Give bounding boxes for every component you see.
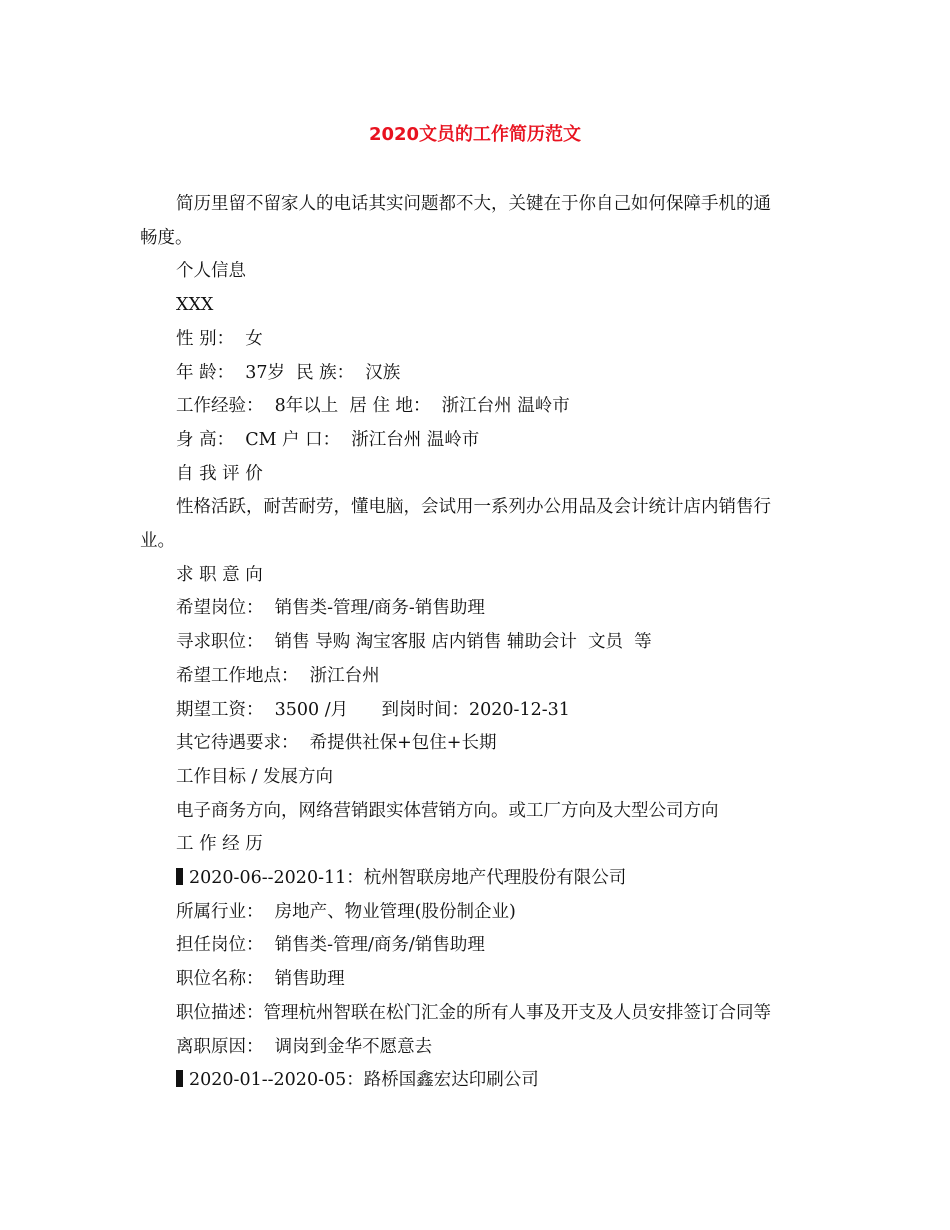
document-body	[140, 188, 820, 1098]
section-heading-personal-info: 个人信息	[176, 261, 246, 282]
self-evaluation-line: 性格活跃，耐苦耐劳，懂电脑，会试用一系列办公用品及会计统计店内销售行	[176, 497, 771, 518]
intro-paragraph-line: 简历里留不留家人的电话其实问题都不大，关键在于你自己如何保障手机的通	[176, 194, 771, 214]
section-heading-self-evaluation: 自 我 评 价	[176, 463, 263, 484]
age-ethnicity-line: 年 龄： 37岁 民 族： 汉族	[176, 362, 401, 383]
height-hukou-line: 身 高： CM 户 口： 浙江台州 温岭市	[176, 429, 480, 450]
job2-header-text: 2020-01--2020-05：路桥国鑫宏达印刷公司	[189, 1070, 539, 1091]
desired-position-line: 希望岗位： 销售类-管理/商务-销售助理	[176, 598, 485, 619]
section-heading-goals: 工作目标 / 发展方向	[176, 766, 334, 787]
sought-positions-line: 寻求职位： 销售 导购 淘宝客服 店内销售 辅助会计 文员 等	[176, 632, 652, 653]
job1-role-line: 担任岗位： 销售类-管理/商务/销售助理	[176, 935, 485, 956]
desired-location-line: 希望工作地点： 浙江台州	[176, 665, 380, 686]
bullet-bar-icon	[176, 1070, 183, 1087]
section-heading-job-intention: 求 职 意 向	[176, 564, 263, 585]
bullet-bar-icon	[176, 868, 183, 885]
name-line: XXX	[176, 295, 214, 316]
intro-paragraph-continuation: 畅度。	[140, 227, 193, 248]
job1-header-text: 2020-06--2020-11：杭州智联房地产代理股份有限公司	[189, 868, 627, 889]
experience-residence-line: 工作经验： 8年以上 居 住 地： 浙江台州 温岭市	[176, 396, 570, 417]
gender-line: 性 别： 女	[176, 328, 263, 349]
job1-title-line: 职位名称： 销售助理	[176, 969, 345, 990]
job2-header	[140, 1064, 820, 1098]
self-evaluation-continuation: 业。	[140, 531, 175, 552]
document-title: 2020文员的工作简历范文	[368, 124, 582, 145]
job1-leave-reason-line: 离职原因： 调岗到金华不愿意去	[176, 1036, 433, 1057]
job1-header	[140, 862, 820, 896]
job1-description-line: 职位描述：管理杭州智联在松门汇金的所有人事及开支及人员安排签订合同等	[176, 1002, 771, 1023]
job1-industry-line: 所属行业： 房地产、物业管理(股份制企业)	[176, 901, 516, 922]
expected-salary-line: 期望工资： 3500 /月 到岗时间：2020-12-31	[176, 699, 570, 720]
other-benefits-line: 其它待遇要求： 希提供社保+包住+长期	[176, 733, 497, 754]
goals-line: 电子商务方向，网络营销跟实体营销方向。或工厂方向及大型公司方向	[176, 800, 719, 821]
section-heading-work-history: 工 作 经 历	[176, 834, 263, 855]
